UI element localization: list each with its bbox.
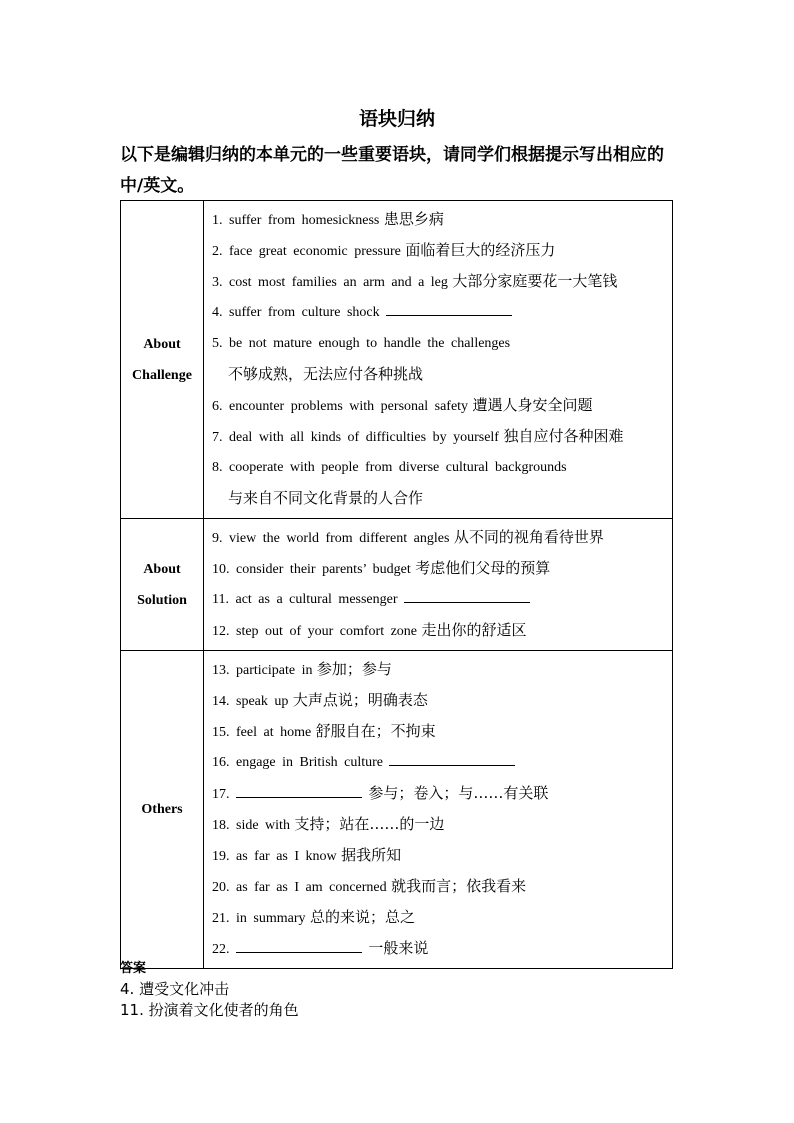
list-item: 7. deal with all kinds of difficulties by yourself 独自应付各种困难	[212, 427, 624, 445]
category-label: About	[143, 561, 181, 577]
category-cell	[121, 519, 204, 651]
list-item: 2. face great economic pressure 面临着巨大的经济压力	[212, 241, 556, 259]
list-item: 17. 参与；卷入；与……有关联	[212, 784, 549, 802]
list-item: 8. cooperate with people from diverse cultural backgrounds	[212, 460, 567, 475]
section-others	[121, 651, 673, 969]
category-label: Solution	[137, 592, 187, 608]
answer-blank[interactable]	[404, 589, 530, 603]
answer-blank[interactable]	[236, 784, 362, 798]
category-label: Others	[141, 802, 183, 817]
list-item: 6. encounter problems with personal safety 遭遇人身安全问题	[212, 396, 593, 414]
list-item: 3. cost most families an arm and a leg 大部分家庭要花一大笔钱	[212, 272, 618, 290]
list-item: 13. participate in 参加；参与	[212, 660, 392, 678]
items-cell	[204, 519, 673, 651]
list-item: 4. suffer from culture shock	[212, 297, 672, 328]
items-cell	[204, 201, 673, 519]
answer-item: 11. 扮演着文化使者的角色	[120, 1001, 299, 1019]
list-item: 11. act as a cultural messenger	[212, 584, 672, 615]
section-challenge	[121, 201, 673, 519]
category-cell	[121, 201, 204, 519]
list-item: 15. feel at home 舒服自在；不拘束	[212, 722, 436, 740]
section-solution	[121, 519, 673, 651]
answer-blank[interactable]	[236, 939, 362, 953]
answer-blank[interactable]	[389, 752, 515, 766]
answer-blank[interactable]	[386, 302, 512, 316]
list-item: 21. in summary 总的来说；总之	[212, 908, 415, 926]
items-cell	[204, 651, 673, 969]
category-label: About	[143, 336, 181, 352]
list-item: 22. 一般来说	[212, 939, 429, 957]
list-item-continued: 不够成熟，无法应付各种挑战	[228, 365, 424, 383]
list-item: 10. consider their parents’ budget 考虑他们父母的预算	[212, 559, 551, 577]
category-label: Challenge	[132, 367, 192, 383]
instructions: 以下是编辑归纳的本单元的一些重要语块，请同学们根据提示写出相应的中/英文。	[120, 145, 664, 196]
list-item: 16. engage in British culture	[212, 747, 672, 778]
list-item: 12. step out of your comfort zone 走出你的舒适区	[212, 621, 527, 639]
list-item: 5. be not mature enough to handle the challenges	[212, 336, 511, 351]
list-item: 19. as far as I know 据我所知	[212, 846, 402, 864]
answers-heading: 答案	[120, 961, 147, 976]
category-cell	[121, 651, 204, 969]
list-item: 14. speak up 大声点说；明确表态	[212, 691, 428, 709]
list-item: 1. suffer from homesickness 患思乡病	[212, 210, 444, 228]
list-item-continued: 与来自不同文化背景的人合作	[228, 489, 424, 507]
page-title: 语块归纳	[358, 108, 435, 130]
answer-item: 4. 遭受文化冲击	[120, 980, 230, 998]
answers-section	[120, 958, 299, 1021]
vocabulary-table	[120, 200, 673, 969]
list-item: 18. side with 支持；站在……的一边	[212, 815, 445, 833]
list-item: 20. as far as I am concerned 就我而言；依我看来	[212, 877, 527, 895]
list-item: 9. view the world from different angles 从不同的视角看待世界	[212, 528, 604, 546]
